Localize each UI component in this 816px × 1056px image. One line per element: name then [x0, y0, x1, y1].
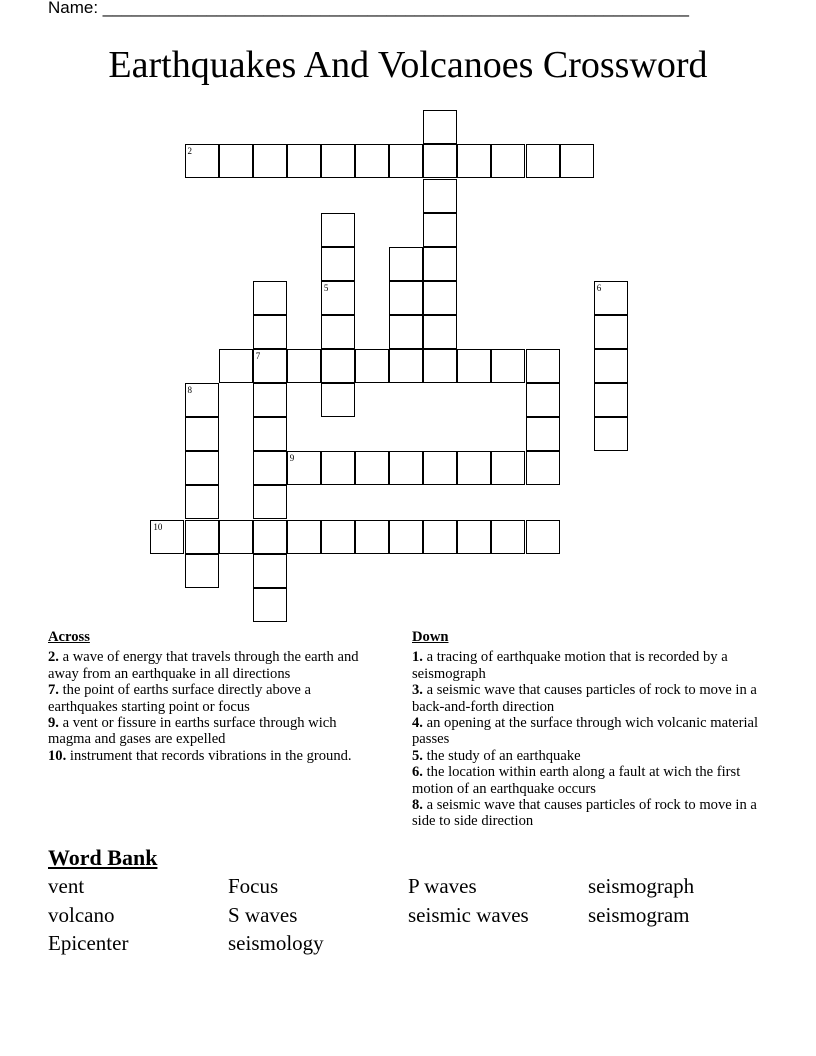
grid-cell[interactable]: [423, 349, 457, 383]
grid-cell[interactable]: [423, 281, 457, 315]
grid-cell[interactable]: [526, 520, 560, 554]
clue-number-label: 6.: [412, 764, 423, 781]
grid-cell[interactable]: [321, 281, 355, 315]
grid-cell[interactable]: [389, 315, 423, 349]
grid-cell[interactable]: [287, 349, 321, 383]
grid-cell[interactable]: [423, 315, 457, 349]
clue-text: instrument that records vibrations in the ground.: [66, 747, 352, 764]
grid-cell[interactable]: [389, 144, 423, 178]
grid-cell[interactable]: [287, 520, 321, 554]
down-clue: [412, 682, 762, 715]
grid-cell[interactable]: [253, 349, 287, 383]
clue-number: 6: [596, 282, 602, 293]
grid-cell[interactable]: [389, 349, 423, 383]
clue-number-label: 9.: [48, 715, 59, 732]
grid-cell[interactable]: [423, 451, 457, 485]
grid-cell[interactable]: [594, 349, 628, 383]
grid-cell[interactable]: [355, 349, 389, 383]
grid-cell[interactable]: [594, 417, 628, 451]
grid-cell[interactable]: [219, 144, 253, 178]
across-clue: [48, 715, 378, 748]
grid-cell[interactable]: [253, 281, 287, 315]
grid-cell[interactable]: [253, 315, 287, 349]
grid-cell[interactable]: [321, 451, 355, 485]
grid-cell[interactable]: [321, 520, 355, 554]
grid-cell[interactable]: [526, 383, 560, 417]
word-bank-word: seismogram: [588, 902, 690, 927]
page-title: Earthquakes And Volcanoes Crossword: [108, 44, 708, 86]
clue-number: 8: [187, 385, 192, 396]
clue-number-label: 3.: [412, 682, 423, 699]
across-clue: [48, 649, 378, 682]
grid-cell[interactable]: [219, 520, 253, 554]
clue-text: a tracing of earthquake motion that is recorded by a seismograph: [412, 649, 728, 682]
down-clue: [412, 649, 762, 682]
grid-cell[interactable]: [253, 417, 287, 451]
grid-cell[interactable]: [526, 349, 560, 383]
grid-cell[interactable]: [423, 110, 457, 144]
word-bank-word: S waves: [228, 902, 298, 927]
clue-text: an opening at the surface through wich volcanic material passes: [412, 715, 759, 748]
grid-cell[interactable]: [253, 144, 287, 178]
down-clue: [412, 764, 762, 797]
grid-cell[interactable]: [491, 144, 525, 178]
clue-number-label: 8.: [412, 797, 423, 814]
grid-cell[interactable]: [457, 520, 491, 554]
grid-cell[interactable]: [491, 451, 525, 485]
grid-cell[interactable]: [594, 315, 628, 349]
grid-cell[interactable]: [253, 383, 287, 417]
clue-number-label: 7.: [48, 682, 59, 699]
clue-text: the location within earth along a fault at wich the first motion of an earthquake occurs: [412, 764, 741, 797]
grid-cell[interactable]: [321, 247, 355, 281]
grid-cell[interactable]: [457, 451, 491, 485]
grid-cell[interactable]: [321, 144, 355, 178]
across-heading: Across: [48, 629, 90, 645]
down-clues: [412, 629, 762, 830]
grid-cell[interactable]: [287, 451, 321, 485]
clue-number: 5: [323, 282, 329, 293]
grid-cell[interactable]: [526, 451, 560, 485]
clue-number: 9: [289, 453, 295, 464]
grid-cell[interactable]: [491, 349, 525, 383]
grid-cell[interactable]: [321, 213, 355, 247]
clue-text: a wave of energy that travels through the earth and away from an earthquake in all directions: [48, 649, 359, 682]
word-bank: [48, 872, 768, 958]
clue-text: a seismic wave that causes particles of rock to move in a back-and-forth direction: [412, 682, 757, 715]
clue-number: 7: [255, 351, 261, 361]
grid-cell[interactable]: [321, 383, 355, 417]
grid-cell[interactable]: [185, 451, 219, 485]
grid-cell[interactable]: [594, 281, 628, 315]
clue-text: a seismic wave that causes particles of rock to move in a side to side direction: [412, 797, 757, 830]
clue-number-label: 10.: [48, 747, 67, 764]
word-bank-word: volcano: [48, 902, 115, 927]
clue-number-label: 4.: [412, 715, 423, 732]
grid-cell[interactable]: [389, 520, 423, 554]
grid-cell[interactable]: [219, 349, 253, 383]
clue-number-label: 2.: [48, 649, 59, 666]
grid-cell[interactable]: [253, 485, 287, 519]
grid-cell[interactable]: [423, 213, 457, 247]
word-bank-word: vent: [48, 874, 85, 898]
grid-cell[interactable]: [185, 383, 219, 417]
grid-cell[interactable]: [594, 383, 628, 417]
grid-cell[interactable]: [185, 554, 219, 588]
grid-cell[interactable]: [457, 144, 491, 178]
grid-cell[interactable]: [560, 144, 594, 178]
name-field-label: Name: ______________________________________________________________: [48, 0, 689, 17]
grid-cell[interactable]: [355, 520, 389, 554]
word-bank-word: Epicenter: [48, 931, 129, 955]
grid-cell[interactable]: [389, 451, 423, 485]
grid-cell[interactable]: [491, 520, 525, 554]
grid-cell[interactable]: [526, 144, 560, 178]
grid-cell[interactable]: [185, 417, 219, 451]
across-clue: [48, 748, 378, 764]
clue-number: 10: [153, 521, 163, 532]
grid-cell[interactable]: [253, 451, 287, 485]
down-clue: [412, 748, 762, 764]
grid-cell[interactable]: [185, 144, 219, 178]
word-bank-heading: Word Bank: [48, 845, 158, 870]
word-bank-word: Focus: [228, 874, 279, 898]
word-bank-word: P waves: [408, 874, 477, 898]
clue-number-label: 5.: [412, 747, 423, 764]
grid-cell[interactable]: [253, 554, 287, 588]
grid-cell[interactable]: [150, 520, 184, 554]
grid-cell[interactable]: [321, 315, 355, 349]
clue-number: 2: [187, 146, 192, 157]
grid-cell[interactable]: [389, 247, 423, 281]
across-clues: [48, 629, 378, 764]
word-bank-word: seismograph: [588, 874, 695, 898]
clue-text: the study of an earthquake: [422, 747, 581, 764]
grid-cell[interactable]: [389, 281, 423, 315]
grid-cell[interactable]: [423, 144, 457, 178]
grid-cell[interactable]: [423, 520, 457, 554]
word-bank-word: seismology: [228, 931, 324, 955]
grid-cell[interactable]: [423, 247, 457, 281]
grid-cell[interactable]: [287, 144, 321, 178]
word-bank-word: seismic waves: [408, 902, 529, 927]
grid-cell[interactable]: [253, 588, 287, 622]
grid-cell[interactable]: [185, 520, 219, 554]
grid-cell[interactable]: [355, 451, 389, 485]
grid-cell[interactable]: [423, 179, 457, 213]
clue-number-label: 1.: [412, 649, 423, 666]
grid-cell[interactable]: [355, 144, 389, 178]
grid-cell[interactable]: [526, 417, 560, 451]
clue-text: a vent or fissure in earths surface through wich magma and gases are expelled: [48, 715, 337, 748]
across-clue: [48, 682, 378, 715]
grid-cell[interactable]: [253, 520, 287, 554]
down-heading: Down: [412, 629, 449, 645]
down-clue: [412, 715, 762, 748]
grid-cell[interactable]: [457, 349, 491, 383]
grid-cell[interactable]: [185, 485, 219, 519]
clue-text: the point of earths surface directly above a earthquakes starting point or focus: [48, 682, 311, 715]
grid-cell[interactable]: [321, 349, 355, 383]
down-clue: [412, 797, 762, 830]
